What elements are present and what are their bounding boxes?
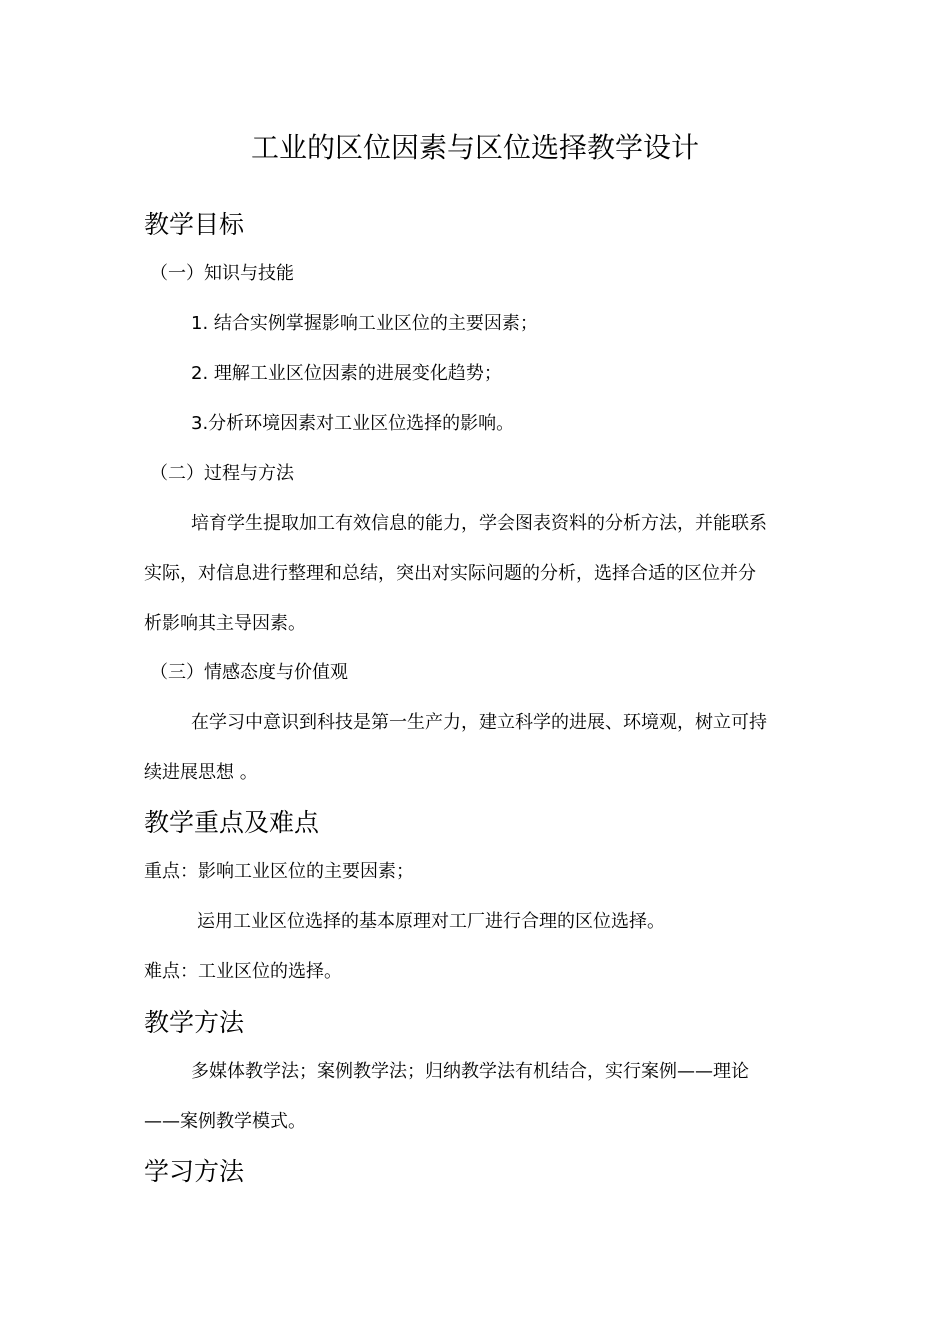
knowledge-item: 1. 结合实例掌握影响工业区位的主要因素； [191,313,538,334]
subheading-values: （三）情感态度与价值观 [150,662,348,683]
values-paragraph-line: 在学习中意识到科技是第一生产力，建立科学的进展、环境观，树立可持 [191,712,767,733]
values-paragraph-line: 续进展思想 。 [144,762,258,783]
difficulty-line: 难点：工业区位的选择。 [144,961,342,982]
key-point-line: 重点：影响工业区位的主要因素； [144,861,414,882]
methods-paragraph-line: 多媒体教学法；案例教学法；归纳教学法有机结合，实行案例——理论 [191,1061,749,1082]
section-heading-objectives: 教学目标 [144,210,245,239]
key-point-line: 运用工业区位选择的基本原理对工厂进行合理的区位选择。 [197,911,665,932]
process-paragraph-line: 实际，对信息进行整理和总结，突出对实际问题的分析，选择合适的区位并分 [144,563,756,584]
subheading-knowledge: （一）知识与技能 [150,263,294,284]
process-paragraph-line: 析影响其主导因素。 [144,613,306,634]
process-paragraph-line: 培育学生提取加工有效信息的能力，学会图表资料的分析方法，并能联系 [191,513,767,534]
methods-paragraph-line: ——案例教学模式。 [144,1111,306,1132]
subheading-process: （二）过程与方法 [150,463,294,484]
knowledge-item: 2. 理解工业区位因素的进展变化趋势； [191,363,502,384]
document-title: 工业的区位因素与区位选择教学设计 [250,131,699,164]
section-heading-methods: 教学方法 [144,1008,245,1037]
knowledge-item: 3.分析环境因素对工业区位选择的影响。 [191,413,515,434]
section-heading-key-points: 教学重点及难点 [144,808,320,837]
section-heading-learning: 学习方法 [144,1157,245,1186]
